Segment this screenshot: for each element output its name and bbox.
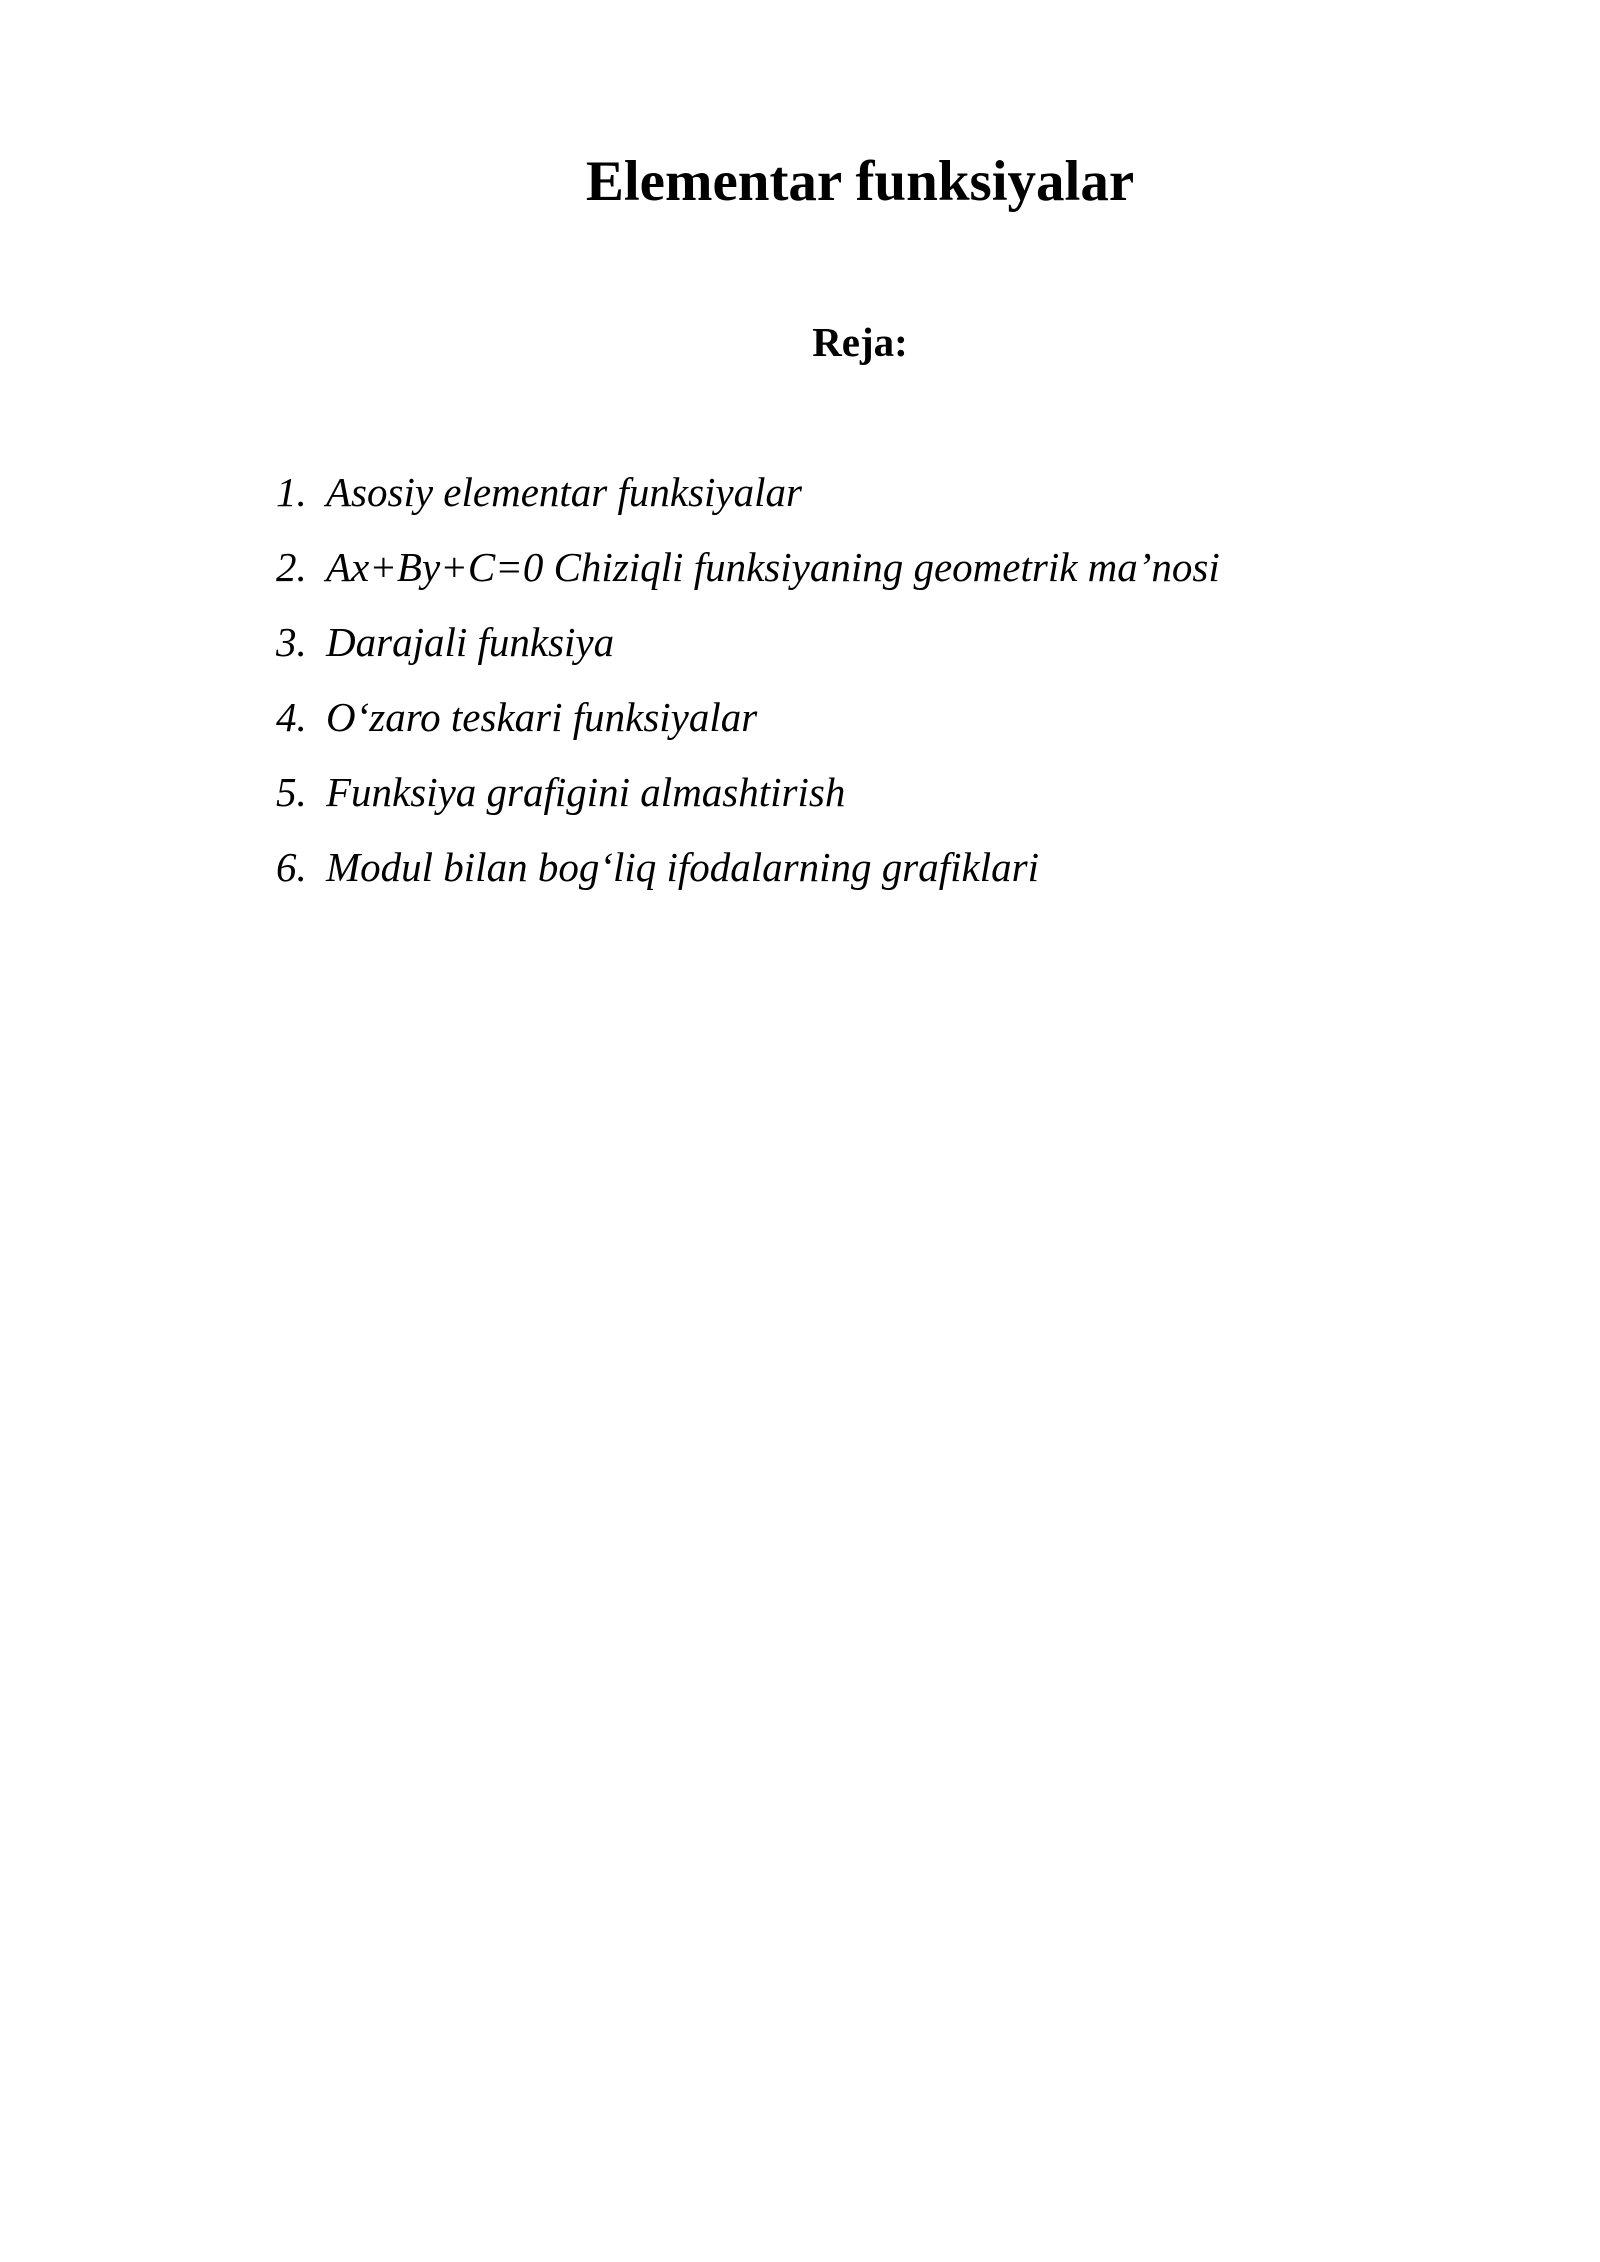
list-item: [276, 843, 1220, 918]
list-item-number: 5.: [276, 769, 307, 815]
list-item-number: 6.: [276, 844, 307, 890]
list-item-text: Funksiya grafigini almashtirish: [326, 769, 846, 815]
list-item-text: Asosiy elementar funksiyalar: [326, 469, 802, 515]
list-item-text: Darajali funksiya: [326, 619, 615, 665]
list-item-number: 2.: [276, 544, 307, 590]
list-item: [276, 693, 1220, 768]
list-item: [276, 543, 1220, 618]
list-item: [276, 468, 1220, 543]
list-item: [276, 618, 1220, 693]
list-item-text: Ax+By+C=0 Chiziqli funksiyaning geometrik ma’nosi: [326, 544, 1220, 590]
list-item-text: O‘zaro teskari funksiyalar: [326, 694, 758, 740]
list-item-number: 4.: [276, 694, 307, 740]
list-item-number: 3.: [276, 619, 307, 665]
document-title: Elementar funksiyalar: [585, 150, 1135, 213]
plan-list: [276, 468, 1220, 918]
plan-heading: Reja:: [812, 319, 908, 365]
list-item: [276, 768, 1220, 843]
list-item-number: 1.: [276, 469, 307, 515]
list-item-text: Modul bilan bog‘liq ifodalarning grafiklari: [326, 844, 1039, 890]
